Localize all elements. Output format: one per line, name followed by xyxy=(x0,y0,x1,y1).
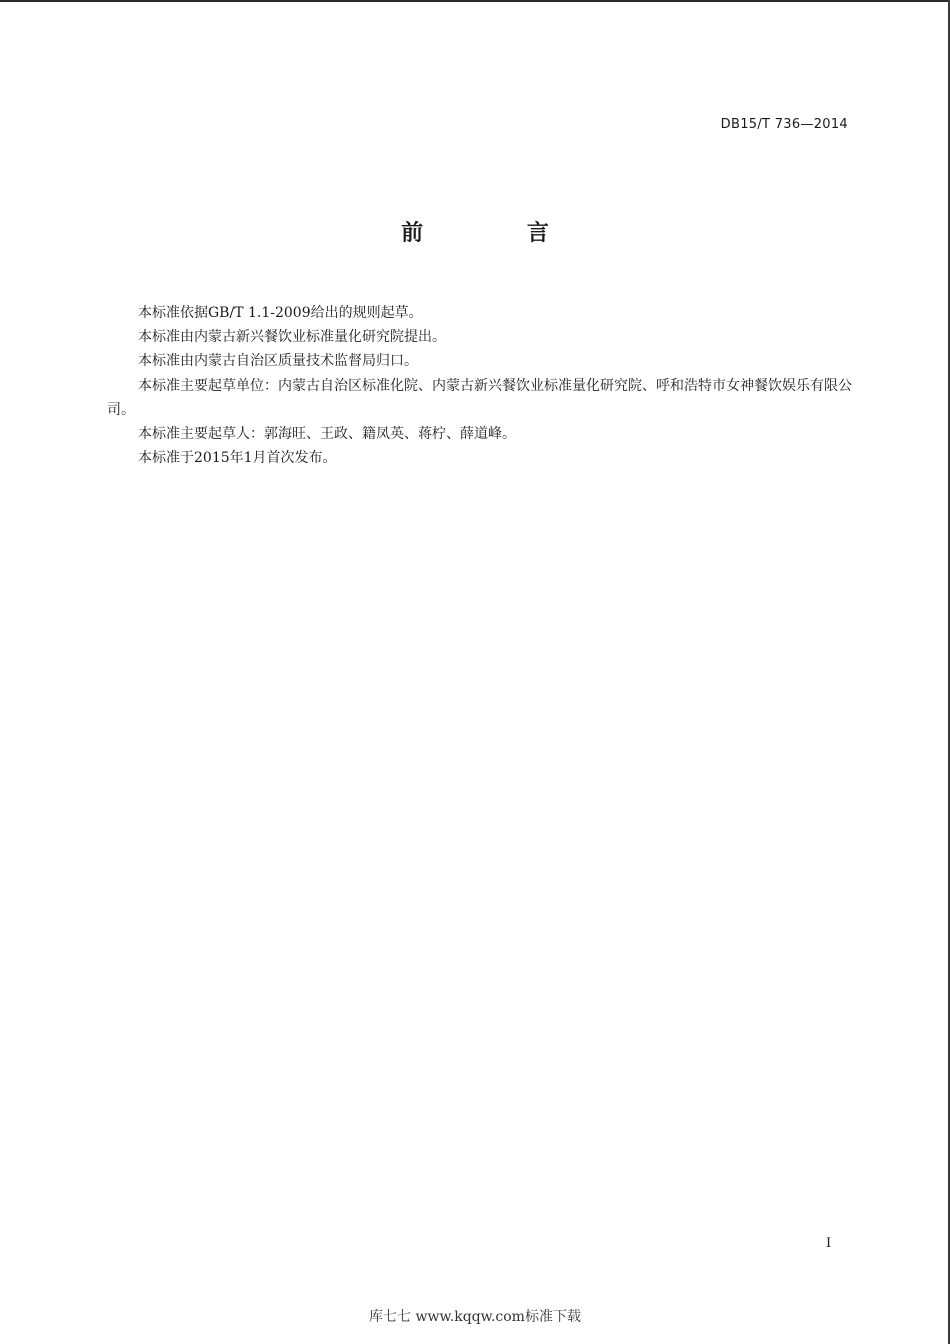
standard-code: DB15/T 736—2014 xyxy=(720,117,848,132)
paragraph-proposer: 本标准由内蒙古新兴餐饮业标准量化研究院提出。 xyxy=(138,329,446,346)
paragraph-drafting-units: 本标准主要起草单位：内蒙古自治区标准化院、内蒙古新兴餐饮业标准量化研究院、呼和浩特市女神餐饮娱乐有限公司。 xyxy=(107,377,852,418)
paragraph-responsible-authority: 本标准由内蒙古自治区质量技术监督局归口。 xyxy=(138,353,418,370)
foreword-body xyxy=(107,301,852,470)
paragraph-drafters: 本标准主要起草人：郭海旺、王政、籍凤英、蒋柠、薛道峰。 xyxy=(138,426,516,443)
page-title: 前 言 xyxy=(401,221,597,246)
page-number: I xyxy=(826,1236,832,1251)
footer-watermark-text: 库七七 www.kqqw.com标准下载 xyxy=(369,1309,581,1325)
top-border-line xyxy=(0,0,950,2)
paragraph-drafting-rules: 本标准依据GB/T 1.1-2009给出的规则起草。 xyxy=(138,305,423,321)
paragraph-release: 本标准于2015年1月首次发布。 xyxy=(138,450,337,467)
